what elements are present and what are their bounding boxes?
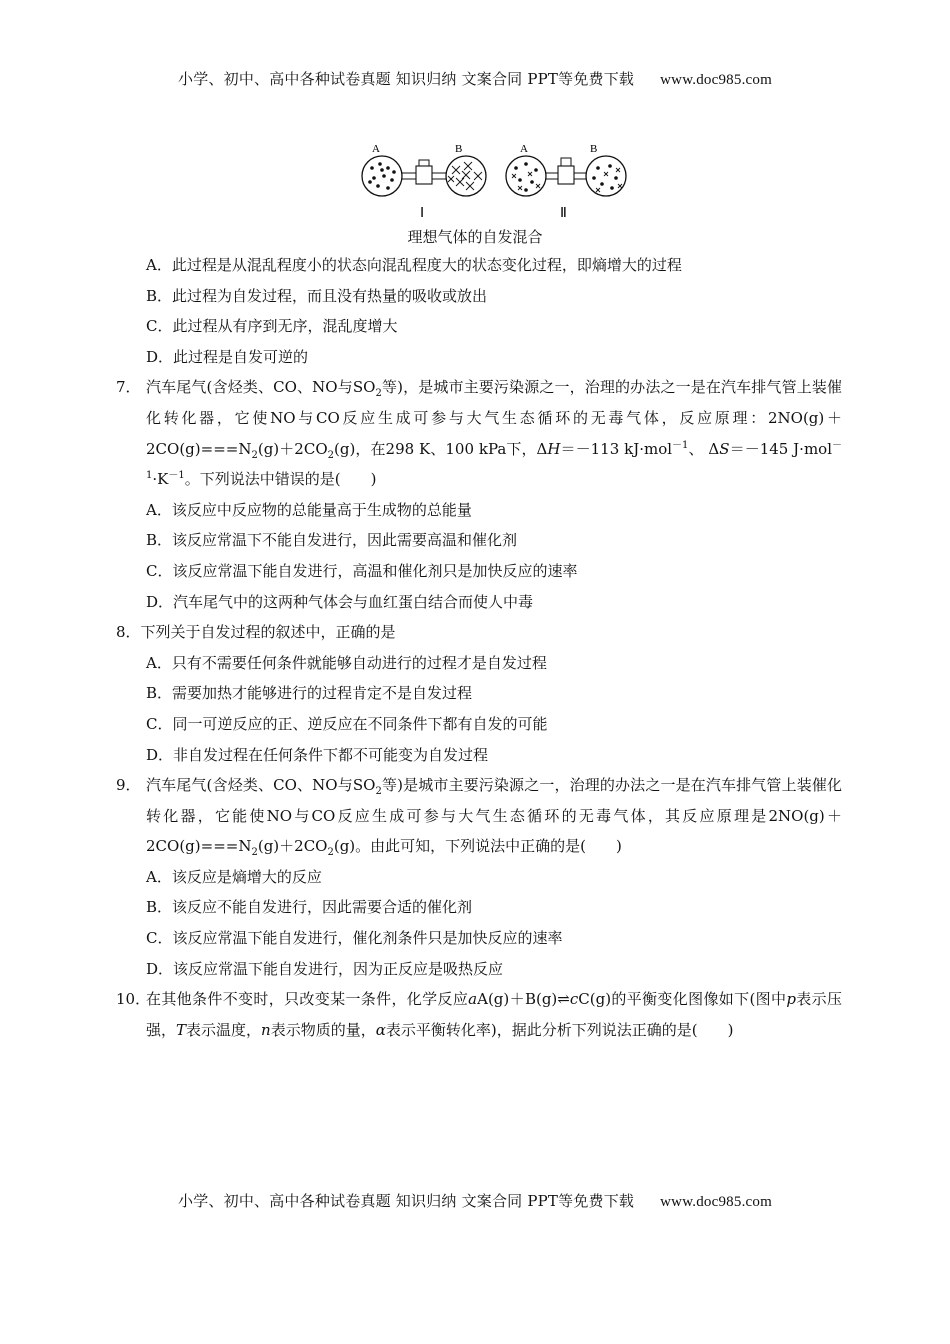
valve-i: [416, 166, 432, 184]
header-site[interactable]: www.doc985.com: [660, 72, 772, 88]
molecules-a-i: [368, 162, 396, 190]
q7-option-c: C．该反应常温下能自发进行，高温和催化剂只是加快反应的速率: [146, 561, 578, 580]
q9-option-b: B．该反应不能自发进行，因此需要合适的催化剂: [146, 898, 473, 917]
roman-ii: Ⅱ: [560, 206, 567, 221]
question-content: [116, 250, 842, 1045]
q6-option-a: A．此过程是从混乱程度小的状态向混乱程度大的状态变化过程，即熵增大的过程: [146, 256, 682, 274]
roman-i: Ⅰ: [420, 206, 425, 221]
molecules-b-ii: [592, 164, 618, 190]
flask-a-i: [362, 156, 402, 196]
equilibrium-arrow: ⇌: [557, 990, 570, 1009]
figure-ii: [506, 143, 626, 221]
q7-number: 7．: [116, 378, 141, 397]
q8-option-c: C．同一可逆反应的正、逆反应在不同条件下都有自发的可能: [146, 714, 548, 733]
figure-i-label-a: A: [372, 143, 380, 155]
q8-stem: 8．下列关于自发过程的叙述中，正确的是: [116, 623, 396, 642]
figure-caption: 理想气体的自发混合: [407, 228, 543, 246]
q7-option-a: A．该反应中反应物的总能量高于生成物的总能量: [146, 500, 472, 519]
figure-i: [362, 143, 486, 221]
q10-number: 10．: [116, 990, 151, 1009]
page-footer: [0, 1190, 950, 1211]
q8-option-a: A．只有不需要任何条件就能够自动进行的过程才是自发过程: [146, 653, 547, 672]
gas-mixing-figure: [360, 138, 630, 238]
q10-stem: 10． 在其他条件不变时，只改变某一条件，化学反应aA(g)＋B(g)⇌cC(g)的平衡变化图像如下(图中p表示压强，T表示温度，n表示物质的量，α表示平衡转化率)，据此分析下列说法正确的是( ): [116, 984, 842, 1045]
page-header: [0, 68, 950, 89]
hatch-b-i: [448, 162, 482, 190]
marks-b-ii: [596, 168, 622, 192]
q7-option-d: D．汽车尾气中的这两种气体会与血红蛋白结合而使人中毒: [146, 592, 534, 611]
q7-option-b: B．该反应常温下不能自发进行，因此需要高温和催化剂: [146, 531, 518, 550]
footer-text: 小学、初中、高中各种试卷真题 知识归纳 文案合同 PPT等免费下载: [178, 1192, 635, 1210]
q9-number: 9．: [116, 776, 141, 795]
flask-b-ii: [586, 156, 626, 196]
q9-stem: 9． 汽车尾气(含烃类、CO、NO与$SO_2$等)是城市主要污染源之一，治理的办法之一是在汽车排气管上装催化转化器，它能使NO与CO反应生成可参与大气生态循环的无毒气体，其反应原理是$2NO(g)+2CO(g)===N_2(g)+2CO_2(g)$。由此可知，下列说法中正确的是( ): [116, 770, 842, 862]
footer-site[interactable]: www.doc985.com: [660, 1194, 772, 1210]
valve-ii: [558, 166, 574, 184]
figure-i-label-b: B: [455, 143, 463, 155]
q9-option-a: A．该反应是熵增大的反应: [146, 867, 322, 886]
figure-ii-label-a: A: [520, 143, 528, 155]
q6-option-b: B．此过程为自发过程，而且没有热量的吸收或放出: [146, 286, 488, 305]
header-text: 小学、初中、高中各种试卷真题 知识归纳 文案合同 PPT等免费下载: [178, 70, 635, 88]
q8-option-d: D．非自发过程在任何条件下都不可能变为自发过程: [146, 745, 489, 764]
q6-option-d: D．此过程是自发可逆的: [146, 347, 309, 366]
marks-a-ii: [512, 172, 540, 190]
q8-option-b: B．需要加热才能够进行的过程肯定不是自发过程: [146, 684, 473, 703]
q9-option-c: C．该反应常温下能自发进行，催化剂条件只是加快反应的速率: [146, 929, 563, 948]
q9-option-d: D．该反应常温下能自发进行，因为正反应是吸热反应: [146, 959, 504, 978]
q7-stem: 7． 汽车尾气(含烃类、CO、NO与$SO_2$等)，是城市主要污染源之一，治理的办法之一是在汽车排气管上装催化转化器，它使NO与CO反应生成可参与大气生态循环的无毒气体，反应原理：$2NO(g)+2CO(g)===N_2(g)+2CO_2(g)$，在298 K、100 kPa下，ΔH＝－113 kJ·mol$^{-1}$、 ΔS＝－145 $J\cdot mol^{-1}\cdot K^{-1}$。下列说法中错误的是( ): [116, 372, 842, 494]
q6-option-c: C．此过程从有序到无序，混乱度增大: [146, 317, 398, 336]
figure-ii-label-b: B: [590, 143, 598, 155]
molecules-a-ii: [514, 162, 538, 192]
